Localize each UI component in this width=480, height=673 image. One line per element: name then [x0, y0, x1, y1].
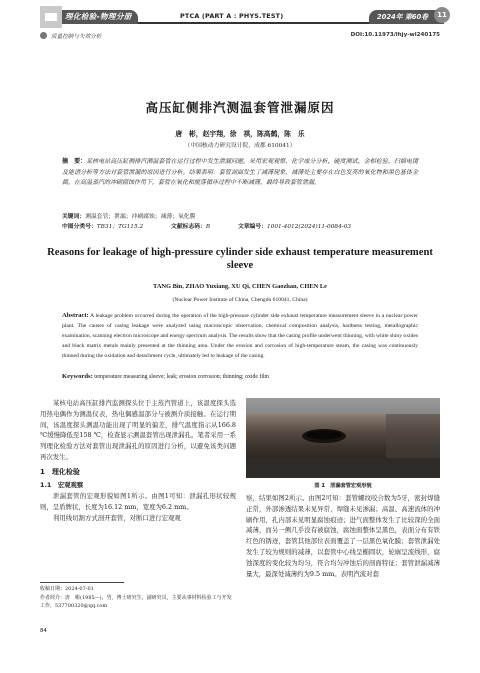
body-left-column [40, 398, 236, 524]
abstract-text: 某核电站高压缸侧排汽测温套管在运行过程中发生泄漏问题。采用宏观观察、化学成分分析、硬度测试、金相检验、扫描电镜及能谱分析等方法对套管泄漏的原因进行分析。结果表明：套管剖面发生了减薄现象，减薄处主要存在白色发亮的氧化物和黑色基体金属，在高温蒸汽的冲刷腐蚀作用下，套管在氧化和脱落循环过程中不断减薄，最终导致套管泄漏。 [62, 158, 418, 186]
figure-caption: 图 1 泄漏套管宏观形貌 [314, 483, 372, 489]
footnote-divider [40, 582, 124, 583]
sleeve-photo-figure [246, 398, 440, 478]
english-affiliation: (Nuclear Power Institute of China, Chengdu 610041, China) [172, 297, 308, 303]
keywords-en: Keywords: temperature measuring sleeve; leak; erosion corrosion; thinning; oxide film [62, 373, 270, 380]
footnote: 收稿日期：2024-07-01 作者简介：唐 彬(1985—)，男，博士研究生，副研究员，主要从事材料检验工与开发工作，537700320@qq.com [40, 586, 232, 609]
section-label: 质量控制与失效分析 [51, 34, 102, 40]
journal-logo-icon [40, 6, 62, 28]
abstract-cn [62, 157, 418, 189]
page-title: 高压缸侧排汽测温套管泄漏原因 [145, 100, 335, 115]
sleeve-photo-image [246, 398, 440, 478]
volume-tag: 2024年 第60卷 [369, 10, 444, 24]
subsection-heading: 1.1 宏观观察 [40, 480, 84, 489]
body-paragraph: 泄漏套管的宏观形貌如图1所示。由图1可知：泄漏孔形状较规则，呈盾牌状，长度为16.12 mm，宽度为6.2 mm。 [40, 492, 236, 512]
subheader [40, 32, 440, 42]
page-number: 84 [40, 628, 47, 634]
abstract-label: 摘 要： [62, 158, 87, 165]
intro-paragraph: 某核电站高压缸排汽监测探头位于主蒸汽管道上，该温度探头选用热电偶作为测温仪表，热电偶感温部分与被测介质接触。在运行期间，该温度探头测温功能出现了明显的偏差，排气温度指示从166.8 ℃缓慢降低至158 ℃，检查显示测温套管出现泄漏孔。笔者采用一系列理化检验方法对套管出现泄漏孔的原因进行分析，以避免该类问题再次发生。 [40, 399, 236, 461]
keywords-cn: 关键词：测温套管；泄漏；冲刷腐蚀；减薄；氧化膜 [62, 214, 196, 220]
abstract-en: Abstract: A leakage problem occurred during the operation of the high-pressure cylinder side exhaust temperature measurement sleeve in a nuclear power plant. The causes of casing leakage were analyzed using macroscopic observation, chemical composition analysis, hardness testing, metallographic examination, scanning electron microscope and energy spectrum analysis. The results show that the casing profile underwent thinning, with white shiny oxides and black matrix metals mainly presented at the thinning area. Under the erosion and corrosion of high-temperature steam, the casing was continuously thinned during the oxidation and detachment cycle, ultimately led to leakage of the casing. [62, 312, 419, 359]
english-author-list: TANG Bin, ZHAO Yuxiang, XU Qi, CHEN Gaozhan, CHEN Le [153, 283, 327, 290]
body-right-column [246, 493, 440, 579]
doi-link[interactable]: DOI:10.11973/lhjy-wl240175 [350, 32, 440, 38]
section-heading: 1 理化检验 [40, 467, 80, 476]
body-paragraph: 察，结果如图2所示。由图2可知：套管螺纹咬合数为5牙，密封焊缝正常，外部渗透结果未见异常，焊缝未见渗漏；高温、高速流体的冲刷作用，孔内部未见明显腐蚀痕迹；进气面整体发生了比较深的全面减薄，而另一侧几乎没有被腐蚀，腐蚀面整体呈黑色，表面分布有铁红色的锈迹，套管其他部位表面覆盖了一层黑色氧化膜；套管泄漏处发生了较为规则的减薄，以套管中心线呈椭圆状，轮廓呈流线形，腐蚀深度的变化较为均匀，符合均匀冲蚀后的剖面特征；套管泄漏减薄量大，最深处减薄约为9.5 mm。表明汽流对套 [246, 494, 440, 578]
english-title: Reasons for leakage of high-pressure cylinder side exhaust temperature measurement sleeve [47, 247, 433, 271]
body-paragraph: 利用线切割方式剖开套管，对断口进行宏观观 [53, 513, 181, 522]
issue-badge: 11 [434, 7, 450, 23]
affiliation: （中国核动力研究设计院，成都 610041） [184, 143, 296, 149]
journal-english-name: PTCA (PART A : PHYS.TEST) [180, 12, 284, 20]
bullet-icon [40, 32, 47, 39]
classification-line: 中图分类号：TB31；TG115.2 文献标志码：B 文章编号：1001-4012(2024)11-0084-03 [62, 224, 352, 230]
journal-name-tag: 理化检验-物理分册 [62, 10, 138, 24]
author-list: 唐 彬，赵宇翔，徐 祺，陈高鹤，陈 乐 [175, 130, 305, 138]
